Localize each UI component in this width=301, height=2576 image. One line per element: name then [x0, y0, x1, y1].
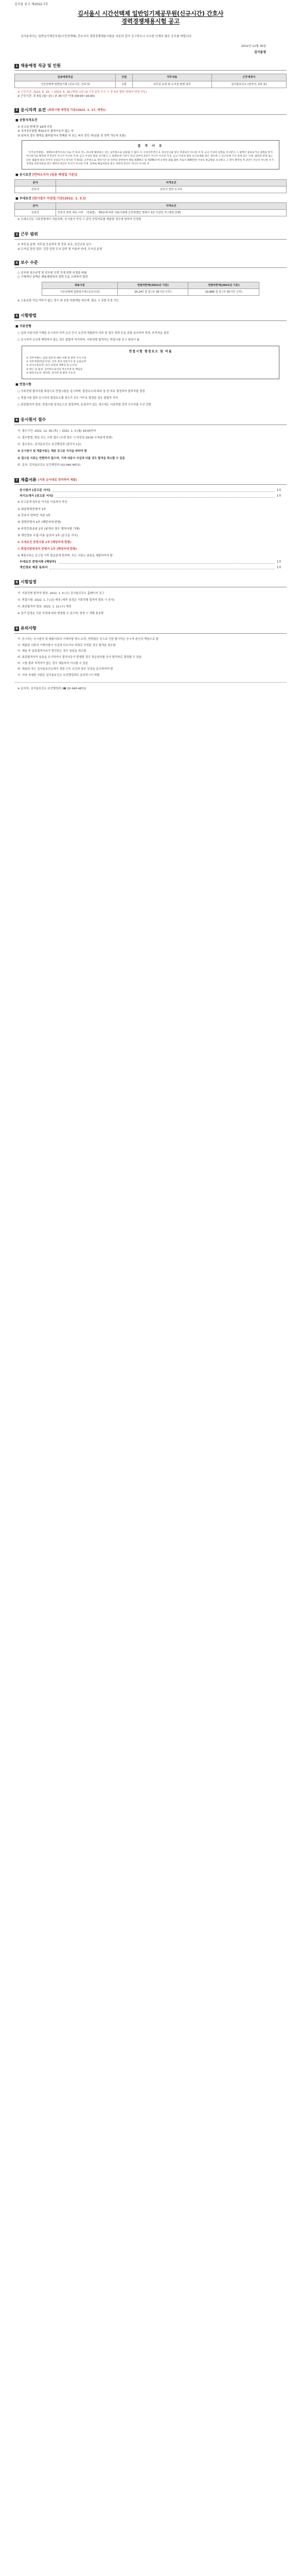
- section-title: 응시원서 접수: [21, 417, 46, 422]
- document-item: ④ 주민등록초본 1부 (남자의 경우 병적사항 기재): [17, 528, 80, 531]
- paragraph: ※ 상기 일정은 기관 사정에 따라 변경될 수 있으며, 변경 시 개별 통보함: [17, 612, 104, 616]
- table-row: [15, 210, 287, 216]
- subheading: ■ 우대요건 [원서접수 마감일 기준(2022. 1. 3.)]: [15, 196, 86, 200]
- step-label: 개인정보 제공 동의서: [20, 566, 48, 570]
- list-item: ③ 남자의 경우 병역을 필하였거나 면제된 자 또는 복무 중인 자(임용 전 전역 가능자 포함): [17, 134, 126, 138]
- step-label: 우대요건 증빙서류 (해당자): [20, 561, 56, 564]
- section-title: 제출서류: [21, 477, 37, 482]
- document-item: ① 최종학력증명서 1부: [17, 507, 46, 511]
- section-9-heading: [14, 625, 287, 633]
- section-number: 2: [14, 108, 19, 113]
- intro-text: 김서울에서는 일반임기제공무원(시간선택제) 간호사의 경력경쟁채용시험을 다음과 같이 공고하오니 우수한 인재의 많은 응모를 바랍니다.: [21, 35, 192, 39]
- announcement-date: 2022년 12월 30일: [241, 45, 266, 48]
- document-item: ② 간호사 면허증 사본 1부: [17, 514, 51, 518]
- section-number: 6: [14, 418, 19, 422]
- table-header: 분야: [15, 179, 56, 186]
- section-3-heading: [14, 231, 287, 239]
- paragraph: ※ 제출서류는 공고일 이후 발급분에 한하며, 모든 서류는 원본을 제출하여야 함: [17, 554, 113, 558]
- section-number: 4: [14, 261, 19, 265]
- table-header: 자격요건: [56, 203, 287, 210]
- contact-info: ※ 문의처: 김서울보건소 보건행정과 (☎ 02-940-4872): [17, 687, 86, 690]
- section-title: 유의사항: [21, 626, 37, 631]
- list-item: ② 도서실 관련 업무: 건강 관련 도서 관리 및 이용자 안내, 도서실 운영: [17, 247, 102, 251]
- subheading: ■ 서류전형: [15, 324, 31, 328]
- document-step: [14, 565, 287, 571]
- section-7-heading: [14, 477, 287, 485]
- table-cell: 간호사 면허 소지자: [56, 186, 287, 193]
- announcing-organization: 김서울청: [254, 50, 266, 54]
- list-item: 사. 기타 자세한 사항은 김서울보건소 보건행정과로 문의하시기 바람: [17, 674, 100, 677]
- position-notes: [17, 90, 287, 99]
- document-item: ⑤ 개인정보 수집·이용 동의서 1부 (공고문 서식): [17, 534, 78, 538]
- list-item: 마. 시험 결과 적격자가 없는 경우 채용하지 아니할 수 있음: [17, 662, 88, 665]
- list-item: ※ 근무기간: 2022. 6. 18. ~ 2023. 6. 18.(예정) 1년 (※ 근무실적 우수 시 총 5년 범위 내에서 연장 가능): [17, 90, 147, 94]
- work-scope-list: [17, 243, 287, 251]
- paragraph: 다. 접수장소: 김서울보건소 보건행정과 (삼각지 2층): [17, 443, 81, 447]
- table-header: 근무예정지: [211, 74, 286, 81]
- table-cell: 간호사: [15, 186, 56, 193]
- table-cell: 의무실 운영 및 도서실 관련 업무: [133, 81, 212, 88]
- section-title: 응시자격 요건: [21, 107, 46, 112]
- list-item: ○ 구체적인 금액은 채용예정자의 경력 등을 고려하여 결정: [17, 276, 88, 279]
- announcement-page: [0, 0, 301, 703]
- salary-note: ※ 고용보험 가입 여부가 없는 경우 위 연봉 하한액을 따르며, 필요 시 상향 조정 가능: [17, 299, 119, 302]
- paragraph: 가. 접수기간: 2022. 12. 30.(목) ~ 2022. 1. 3.(월) 18:00까지: [17, 429, 96, 433]
- section-number: 1: [14, 64, 19, 69]
- table-header: 인원: [116, 74, 133, 81]
- interview-criteria-box: [22, 346, 279, 379]
- table-cell: 19,888 천 원 (주 35시간 근무): [188, 289, 259, 295]
- list-item: ① 직무이해도: 담당 업무에 대한 이해 및 관련 지식 수준: [26, 357, 86, 360]
- table-row: [15, 81, 287, 88]
- warning-text: ※ 접수된 서류는 반환하지 않으며, 기재 내용이 사실과 다를 경우 합격을 취소할 수 있음: [17, 456, 125, 460]
- list-item: ⑤ 발전가능성: 창의력, 의지력 및 발전 가능성: [26, 372, 76, 375]
- table-cell: 20,247 천 원 (주 35시간 근무): [117, 289, 188, 295]
- subheading: ■ 공통자격요건: [15, 118, 38, 123]
- list-item: ※ 근무시간: 주 5일 (월~금) / 주 35시간 이내 (09:00~16:00): [17, 95, 95, 98]
- section-note: (서류 순서대로 정리하여 제출): [38, 478, 77, 482]
- disqualification-box: [22, 140, 279, 170]
- paragraph: 나. 면접시험: 2022. 1. 7.(금) 예정 (세부 일정은 서류전형 합격자 발표 시 공지): [17, 598, 115, 602]
- list-item: ○ 공무원 보수규정 및 공무원 수당 등에 관한 규정을 따름: [17, 271, 87, 275]
- box-title: 면접시험 평정요소 및 비율: [129, 350, 172, 354]
- table-header: 연봉하한액(2022년 기준): [117, 282, 188, 289]
- table-cell: 간호사: [15, 210, 56, 216]
- position-table: [14, 74, 287, 88]
- table-header: 분야: [15, 203, 56, 210]
- section-number: 7: [14, 478, 19, 483]
- paragraph: ※ 공고문에 첨부된 서식을 이용하여 작성: [17, 501, 67, 504]
- step-count: 1부: [276, 495, 281, 498]
- document-step: [14, 560, 287, 565]
- section-number: 3: [14, 232, 19, 237]
- table-row: [15, 186, 287, 193]
- section-5-heading: [14, 313, 287, 320]
- section-8-heading: [14, 579, 287, 587]
- list-item: 다. 채용 후 임용결격사유가 발견되는 경우 임용을 취소함: [17, 650, 86, 653]
- list-item: ② 국가공무원법 제33조의 결격사유가 없는 자: [17, 130, 74, 133]
- contact-info: 라. 문의: 김서울보건소 보건행정과 (02-940-4872): [17, 463, 81, 467]
- step-label: 자기소개서 (공고문 서식): [20, 495, 54, 498]
- step-count: 1부: [276, 566, 281, 570]
- list-item: ② 직무역량(전문지식): 간호 분야 전문지식 및 응용능력: [26, 360, 86, 363]
- table-cell: 김서울보건소 (삼각지, 2라 층): [211, 81, 286, 88]
- section-number: 9: [14, 626, 19, 631]
- document-number: 김서울 공고 제2022-7호: [14, 3, 48, 6]
- document-item: ③ 경력증명서 1부 (해당자에 한함): [17, 521, 61, 524]
- page-title: 김서울시 시간선택제 일반임기제공무원(신규시간) 간호사: [77, 10, 224, 18]
- paragraph: ○ 입력 지원서에 기재된 응시자의 자격 요건 등이 요건에 적합한지 여부 및 업무 경력 등을 종합 심사하여 적격, 부적격을 결정: [17, 331, 169, 335]
- paragraph: ○ 면접시험 결과 응시자의 평정요소별 점수가 모두 "하"로 평정된 경우 불합격 처리: [17, 397, 118, 400]
- list-item: ① 공고일 현재 만 18세 이상: [17, 125, 52, 129]
- section-note: (최종시험 예정일 기준(2022. 1. 17. 예정)): [47, 108, 106, 112]
- section-number: 8: [14, 580, 19, 585]
- paragraph: ○ 최종합격자 결정: 면접시험 성적순으로 결정하며, 동점자가 있는 경우에는 서류전형 성적 우수자를 우선 선발: [17, 403, 151, 407]
- table-header: 연봉하한액(2021년 기준): [188, 282, 259, 289]
- salary-notes: [17, 271, 287, 280]
- section-title: 채용예정 직급 및 인원: [21, 63, 61, 69]
- section-1-heading: [14, 63, 287, 71]
- section-title: 근무 범위: [21, 232, 38, 237]
- document-item: ⑥ 우대요건 증빙서류 1부 (해당자에 한함): [17, 541, 72, 545]
- document-item: ⑦ 취업지원대상자 증명서 1부 (해당자에 한함): [17, 548, 77, 551]
- document-step: [14, 488, 287, 494]
- box-title: 결 격 사 유: [137, 144, 164, 148]
- list-item: ④ 태도 및 품성: 공무원으로서의 정신자세 및 책임감: [26, 368, 83, 371]
- warning-text: ※ 응시원서 및 제출서류는 채용 공고문 서식을 따라야 함: [17, 450, 87, 453]
- box-text: 「국가공무원법」 제33조(결격사유) 다음 각 호의 어느 하나에 해당하는 자는 공무원으로 임용될 수 없다. 1. 피성년후견인 2. 파산선고를 받고 복권되지 아니한 자 3. 금고 이상의 실형을 선고받고 그 집행이 종료되거나 집행을 받지 아니하기로 확정된 후 5년이 지나지 아니한 자 4. 금고 이상의 형을 선고받고 그 집행유예 기간이 끝난 날부터 2년이 지나지 아니한 자 5. 금고 이상의 형의 선고유예를 받은 경우에 그 선고유예 기간 중에 있는 자 6. 법원의 판결 또는 다른 법률에 따라 자격이 상실되거나 정지된 자 6의2. 공무원으로 재직기간 중 직무와 관련하여 형법 제355조 및 제356조에 규정된 죄를 범한 자로서 300만원 이상의 벌금형을 선고받고 그 형이 확정된 후 2년이 지나지 아니한 자 7. 징계로 파면처분을 받은 때부터 5년이 지나지 아니한 자 8. 징계로 해임처분을 받은 때부터 3년이 지나지 아니한 자: [26, 151, 275, 166]
- step-count: 1부: [276, 561, 281, 564]
- list-item: 나. 제출된 서류의 기재사항이 사실과 다르거나 허위로 작성된 경우 합격을 취소함: [17, 643, 116, 647]
- section-title: 시험방법: [21, 313, 37, 318]
- preference-note: ※ 우대요건은 서류전형에서 적용되며, 응시원서 작성 시 관련 증빙자료를 제출한 경우에 한하여 인정함: [17, 218, 141, 222]
- paragraph: 나. 접수방법: 방문 또는 우편 접수 (우편 접수 시 마감일 18:00 도착분에 한함): [17, 436, 113, 440]
- notes-list: [14, 637, 287, 679]
- table-cell: 간호사 면허 취득 이후 「의료법」 제3조에 따른 의료기관에 근무하였던 경력이 1년 이상인 자 (경력 증명): [56, 210, 287, 216]
- list-item: ① 의무실 운영: 의무실 응급처치 및 진료 보조, 보건교육 실시: [17, 243, 92, 246]
- common-requirements: [17, 125, 287, 139]
- subheading: ■ 면접시험: [15, 382, 31, 386]
- section-4-heading: [14, 260, 287, 267]
- salary-table: [42, 282, 259, 296]
- paragraph: 가. 서류전형 합격자 발표: 2022. 1. 5.(수) 김서울보건소 홈페이지 공고: [17, 591, 104, 595]
- subheading: ■ 응시요건 [면허소지자 (임용 예정일 기준)]: [15, 173, 77, 177]
- list-item: 라. 최종합격자가 임용을 포기하거나 결격사유가 발생한 경우 차순위자를 추가 합격자로 결정할 수 있음: [17, 655, 141, 659]
- section-2-heading: [14, 107, 287, 115]
- table-header: 임용예정직급: [15, 74, 116, 81]
- section-number: 5: [14, 314, 19, 318]
- list-item: ③ 의사소통능력: 의사 표현의 정확성 및 논리성: [26, 364, 77, 367]
- table-header: 직무내용: [133, 74, 212, 81]
- page-title-line2: 경력경쟁채용시험 공고: [121, 18, 180, 25]
- paragraph: ○ 서류전형 합격자를 대상으로 면접시험을 실시하며, 평정요소에 따라 상·중·하로 평정하여 합격자를 결정: [17, 389, 145, 393]
- step-count: 1부: [276, 489, 281, 493]
- paragraph: ○ 응시자격 요건에 해당하지 않는 경우 불합격 처리하며, 서류전형 합격자는 면접시험 응시 대상이 됨: [17, 338, 139, 342]
- table-header: 채용구분: [42, 282, 117, 289]
- table-cell: 1명: [116, 81, 133, 88]
- preference-table: [14, 202, 287, 216]
- table-header: 자격요건: [56, 179, 287, 186]
- step-label: 응시원서 (공고문 서식): [20, 489, 50, 493]
- section-6-heading: [14, 417, 287, 425]
- table-cell: 시간선택제 일반임기제 (신규시간, 간호사): [15, 81, 116, 88]
- paragraph: 다. 최종합격자 발표: 2022. 1. 12.(수) 예정: [17, 605, 72, 609]
- table-row: [42, 289, 259, 295]
- list-item: 가. 응시자는 응시원서 및 제출서류의 기재사항 착오·누락, 연락불능 등으로 인한 불이익은 응시자 본인의 책임으로 함: [17, 637, 158, 641]
- document-step: [14, 494, 287, 499]
- list-item: 바. 채용된 자는 김서울보건소에서 정한 근무 조건과 복무 규정을 준수하여야 함: [17, 668, 113, 671]
- eligibility-table: [14, 179, 287, 193]
- section-title: 시험일정: [21, 580, 37, 585]
- section-title: 보수 수준: [21, 260, 38, 265]
- table-cell: 시간선택제 일반임기제 (신규시간): [42, 289, 117, 295]
